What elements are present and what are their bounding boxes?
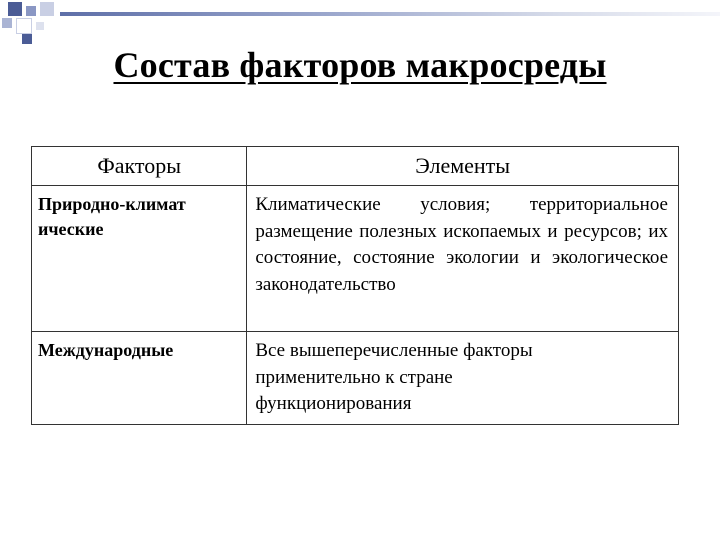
factor-name: Природно-климатические: [38, 194, 186, 239]
factor-cell: [32, 186, 247, 332]
decor-square-icon: [22, 34, 32, 44]
decor-square-icon: [36, 22, 44, 30]
decor-square-icon: [8, 2, 22, 16]
decor-square-icon: [40, 2, 54, 16]
factor-cell: Международные: [32, 332, 247, 425]
decor-square-icon: [26, 6, 36, 16]
header-elements: Элементы: [247, 147, 679, 186]
elements-cell: Климатические условия; территориальное размещение полезных ископаемых и ресурсов; их состояние, состояние экологии и экологическое законодательство: [247, 186, 679, 332]
decor-gradient-bar: [60, 12, 720, 16]
factors-table: [31, 146, 679, 425]
page-title: Состав факторов макросреды: [113, 45, 607, 85]
table-row: [32, 332, 679, 425]
header-factors: Факторы: [32, 147, 247, 186]
table-row: [32, 186, 679, 332]
decorative-header: [0, 0, 720, 50]
elements-cell: Все вышеперечисленные факторы применительно к стране функционирования: [247, 332, 679, 425]
decor-square-icon: [2, 18, 12, 28]
decor-square-icon: [16, 18, 32, 34]
table-header-row: [32, 147, 679, 186]
